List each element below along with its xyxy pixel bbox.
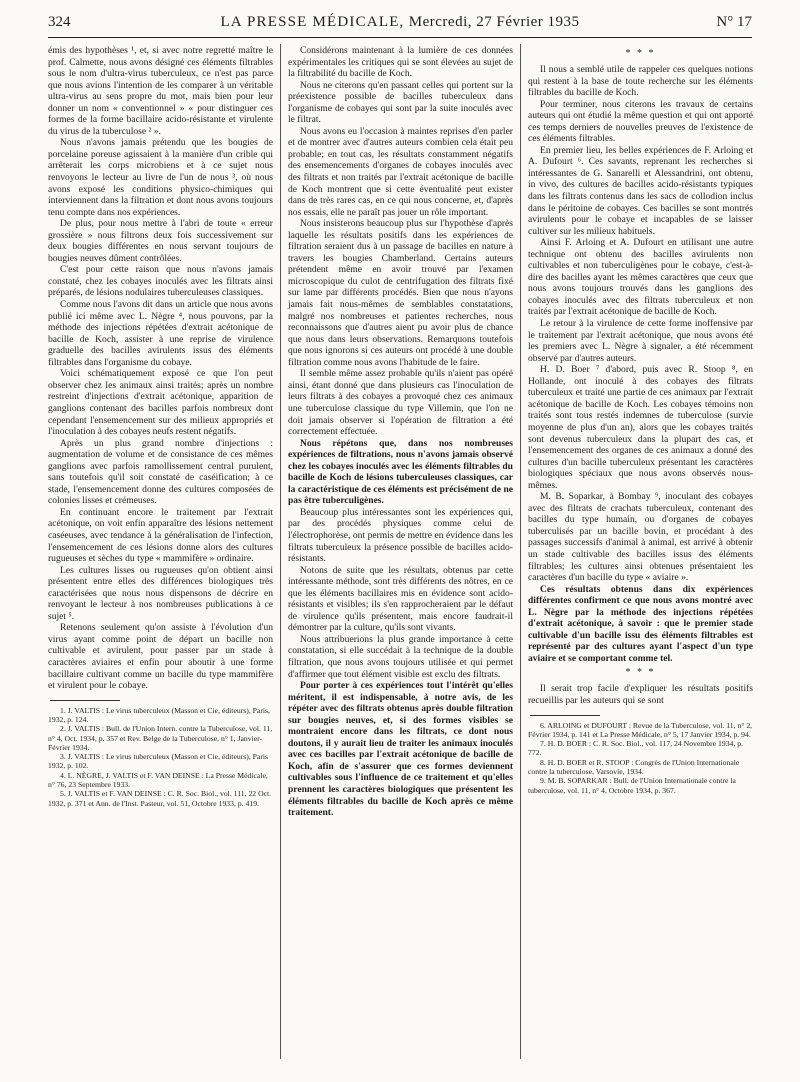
header-rule [48,37,752,38]
paragraph: Pour terminer, nous citerons les travaux de certains auteurs qui ont étudié la même question et qui ont apporté ces temps derniers de nouvelles preuves de l'existence de ces éléments filtrables. [528,98,753,145]
issue-date: Mercredi, 27 Février 1935 [408,14,580,30]
paragraph: En premier lieu, les belles expériences de F. Arloing et A. Dufourt ⁶. Ces savants, reprenant les recherches si intéressantes de G. Sanarelli et Alessandrini, ont obtenu, in vivo, des cultures de bacilles acido-résistants typiques dans les filtrats contenus dans les sacs de collodion inclus dans le péritoine de cobayes. Ces bacilles se sont montrés avirulents pour le cobaye et incapables de se laisser cultiver sur les milieux habituels. [528,144,753,237]
column-divider [280,44,281,1059]
paragraph: Beaucoup plus intéressantes sont les expériences qui, par des procédés physiques comme celui de l'électrophorèse, ont permis de mettre en évidence dans les filtrats tuberculeux la présence possible de bacilles acido-résistants. [288,506,513,565]
footnote-separator [50,700,120,701]
paragraph: Considérons maintenant à la lumière de ces données expérimentales les critiques qui se sont élevées au sujet de la filtrabilité du bacille de Koch. [288,45,513,80]
paragraph: Ces résultats obtenus dans dix expériences différentes confirment ce que nous avons montré avec L. Nègre par la méthode des injections répétées d'extrait acétonique, à savoir : que le premier stade cultivable d'un bacille issu des éléments filtrables est représenté par des cultures ayant l'aspect d'un type aviaire et se comportant comme tel. [528,583,753,664]
footnote-separator [530,715,600,716]
journal-masthead [48,14,752,31]
paragraph: Notons de suite que les résultats, obtenus par cette intéressante méthode, sont très différents des nôtres, en ce que les éléments bacillaires mis en évidence sont acido-résistants et visibles; ils s'en rapprocheraient par le défaut de virulence qu'ils présentent, mais encore faudrait-il démontrer par la culture, qu'ils sont vivants. [288,564,513,634]
column-3 [528,45,753,795]
paragraph: émis des hypothèses ¹, et, si avec notre regretté maître le prof. Calmette, nous avons désigné ces éléments filtrables sous le nom d'ultra-virus tuberculeux, ce n'est pas parce que nous avions l'intention de les comparer à un véritable ultra-virus au sens propre du mot, mais bien pour leur donner un nom « conventionnel » « pour distinguer ces formes de la forme bacillaire acido-résistante et virulente du virus de la tuberculose ² ». [48,45,273,137]
running-header [48,14,752,36]
footnote: 9. M. B. SOPARKAR : Bull. de l'Union Internationale contre la tuberculose, vol. 11, n° 4, Octobre 1934, p. 367. [528,776,736,795]
issue-number: N° 17 [716,14,752,30]
footnote: 5. J. VALTIS et F. VAN DEINSE : C. R. Soc. Biol., vol. 111, 22 Oct. 1932, p. 371 et Ann. de l'Inst. Pasteur, vol. 51, Octobre 1933, p. 419. [48,789,272,808]
section-break-stars: * * * [625,667,656,679]
section-break-stars: * * * [625,48,656,59]
paragraph: Retenons seulement qu'on assiste à l'évolution d'un virus ayant comme point de départ un bacille non cultivable et avirulent, pour passer par un stade à caractères aviaires et enfin pour aboutir à une forme bacillaire cultivant comme un bacille du type mammifère et virulent pour le cobaye. [48,622,273,692]
page-number: 324 [48,14,71,30]
paragraph: Le retour à la virulence de cette forme inoffensive par le traitement par l'extrait acétonique, que nous avons été les premiers avec L. Nègre à signaler, a été récemment observé par d'autres auteurs. [528,318,753,364]
paragraph: Ainsi F. Arloing et A. Dufourt en utilisant une autre technique ont obtenu des bacilles avirulents non cultivables et non tuberculigènes pour le cobaye, c'est-à-dire des bacilles ayant les mêmes caractères que ceux que nous avons toujours trouvés dans les ganglions des cobayes inoculés avec des filtrats tuberculeux et non traités par l'extrait acétonique de bacille de Koch. [528,237,753,318]
paragraph: M. B. Soparkar, à Bombay ⁹, inoculant des cobayes avec des filtrats de crachats tuberculeux, contenant des bacilles du type humain, ou d'organes de cobayes tuberculisés par un bacille bovin, et procédant à des passages successifs d'animal à animal, est arrivé à obtenir un stade cultivable des bacilles issus des éléments filtrables; les cultures ainsi obtenues présentaient les caractères d'un bacille du type « aviaire ». [528,491,753,584]
paragraph: Pour porter à ces expériences tout l'intérêt qu'elles méritent, il est indispensable, à notre avis, de les répéter avec des filtrats obtenus après double filtration sur bougies neuves, et, si des formes visibles se montraient encore dans les filtrats, ce dont nous doutons, il y aurait lieu de traiter les animaux inoculés avec ces bacilles par l'extrait acétonique de bacille de Koch, afin de s'assurer que ces formes deviennent cultivables sous l'influence de ce traitement et qu'elles prennent les caractères biologiques que présentent les éléments filtrables du bacille de Koch après ce même traitement. [288,680,513,819]
footnote: 7. H. D. BOER : C. R. Soc. Biol., vol. 117, 24 Novembre 1934, p. 772. [528,739,744,758]
paragraph: Voici schématiquement exposé ce que l'on peut observer chez les animaux ainsi traités; après un nombre restreint d'injections d'extrait acétonique, apparition de ganglions contenant des bacilles parfois nombreux dont cependant l'ensemencement sur des milieux appropriés et l'inoculation à des cobayes neufs restent négatifs. [48,368,273,438]
column-divider [520,44,521,1059]
paragraph: Nous attribuerions la plus grande importance à cette constatation, si elle succédait à la technique de la double filtration, que nous avons toujours utilisée et qui permet d'affirmer que tout élément visible est exclu des filtrats. [288,633,513,680]
paragraph: Nous avons eu l'occasion à maintes reprises d'en parler et de montrer avec d'autres auteurs combien cela était peu probable; en tout cas, les résultats constamment négatifs des ensemencements d'organes de cobayes inoculés avec des filtrats et non traités par l'extrait acétonique de bacille de Koch montrent que si cette éventualité peut exister dans de très rares cas, en ce qui nous concerne, et, d'après nos essais, elle ne paraît pas jouer un rôle important. [288,125,513,218]
paragraph: H. D. Boer ⁷ d'abord, puis avec R. Stoop ⁸, en Hollande, ont inoculé à des cobayes des filtrats tuberculeux et traité une partie de ces animaux par l'extrait acétonique de bacille de Koch. Les cobayes témoins non traités sont tous restés indemnes de tuberculose (survie moyenne de plus d'un an), alors que les cobayes traités sont devenus tuberculeux dans la plupart des cas, et l'ensemencement des organes de ces animaux a donné des cultures d'un bacille tuberculeux présentant les caractères biologiques spéciaux que nous avons observés nous-mêmes. [528,364,753,491]
paragraph: Nous répétons que, dans nos nombreuses expériences de filtrations, nous n'avons jamais observé chez les cobayes inoculés avec les éléments filtrables du bacille de Koch de lésions tuberculeuses classiques, car la caractéristique de ces éléments est précisément de ne pas être tuberculigènes. [288,437,513,507]
paragraph: Il nous a semblé utile de rappeler ces quelques notions qui restent à la base de toute recherche sur les éléments filtrables du bacille de Koch. [528,64,753,99]
column-1 [48,45,273,808]
paragraph: Les cultures lisses ou rugueuses qu'on obtient ainsi présentent entre elles des différences biologiques très caractérisées que nous nous dispensons de décrire en renvoyant le lecteur à nos nombreuses publications à ce sujet ⁵. [48,564,273,622]
paragraph: Nous insisterons beaucoup plus sur l'hypothèse d'après laquelle les résultats positifs dans les expériences de filtration seraient dus à un passage de bacilles en nature à travers les bougies Chamberland. Certains auteurs prétendent même en avoir trouvé par l'examen microscopique du culot de centrifugation des filtrats fixé sur lame par différents procédés. Bien que nous n'ayons jamais fait nous-mêmes de semblables constatations, malgré nos nombreuses et patientes recherches, nous reconnaissons que d'autres aient pu avoir plus de chance que nous dans leurs observations. Remarquons toutefois que nous ignorons si ces auteurs ont procédé à une double filtration comme nous avons l'habitude de le faire. [288,218,513,368]
paragraph: Après un plus grand nombre d'injections : augmentation de volume et de consistance de ces mêmes ganglions avec parfois ramollissement central purulent, sans toutefois qu'il soit constaté de caséification; à ce stade, l'ensemencement donne des cultures composées de colonies lisses et crémeuses. [48,437,273,507]
paragraph: En continuant encore le traitement par l'extrait acétonique, on voit enfin apparaître des lésions nettement caséeuses, avec tendance à la généralisation de l'infection, l'ensemencement de ces lésions donne alors des cultures rugueuses et sèches du type « mammifère » ordinaire. [48,506,273,565]
footnote: 2. J. VALTIS : Bull. de l'Union Intern. contre la Tuberculose, vol. 11, n° 4, Oct. 1934, p. 357 et Rev. Belge de la Tuberculose, n° 1, Janvier-Février 1934. [48,724,273,752]
paragraph: De plus, pour nous mettre à l'abri de toute « erreur grossière » nous filtrons deux fois successivement sur deux bougies différentes en nous servant toujours de bougies neuves dûment contrôlées. [48,218,273,264]
paragraph: Nous n'avons jamais prétendu que les bougies de porcelaine poreuse agissaient à la manière d'un crible qui arrêterait les corps microbiens et à ce sujet nous renvoyons le lecteur au livre de l'un de nous ³, où nous avons exposé les conditions physico-chimiques qui interviennent dans la filtration et dont nous avons toujours tenu compte dans nos expériences. [48,137,273,218]
paragraph: Il semble même assez probable qu'ils n'aient pas opéré ainsi, étant donné que dans plusieurs cas l'inoculation de leurs filtrats à des cobayes a provoqué chez ces animaux une tuberculose classique du type Villemin, que l'on ne doit jamais observer si l'opération de filtration a été correctement effectuée. [288,368,513,438]
footnote: 3. J. VALTIS : Le virus tuberculeux (Masson et Cie, éditeurs), Paris 1932, p. 102. [48,752,269,771]
column-2 [288,45,513,819]
paragraph: C'est pour cette raison que nous n'avons jamais constaté, chez les cobayes inoculés avec les filtrats ainsi préparés, de lésions nodulaires tuberculeuses classiques. [48,264,273,299]
footnote: 4. L. NÈGRE, J. VALTIS et F. VAN DEINSE : La Presse Médicale, n° 76, 23 Septembre 1933. [48,770,268,789]
paragraph: Comme nous l'avons dit dans un article que nous avons publié ici même avec L. Nègre ⁴, nous pouvons, par la méthode des injections répétées d'extrait acétonique de bacille de Koch, assister à une reprise de virulence graduelle des bacilles avirulents issus des éléments filtrables dans l'organisme du cobaye. [48,299,273,368]
journal-title: LA PRESSE MÉDICALE, [220,14,405,30]
paragraph: Nous ne citerons qu'en passant celles qui portent sur la préexistence possible de bacilles tuberculeux dans l'organisme de cobayes qui sont par la suite inoculés avec le filtrat. [288,79,513,126]
footnote: 6. ARLOING et DUFOURT : Revue de la Tuberculose, vol. 11, n° 2, Février 1934, p. 141 et La Presse Médicale, n° 5, 17 Janvier 1934, p. 94. [528,720,753,739]
footnote: 1. J. VALTIS : Le virus tuberculeux (Masson et Cie, éditeurs), Paris, 1932, p. 124. [48,705,270,724]
paragraph: Il serait trop facile d'expliquer les résultats positifs recueillis par les auteurs qui se sont [528,683,753,706]
footnote: 8. H. D. BOER et R. STOOP : Congrès de l'Union Internationale contre la tuberculose, Varsovie, 1934. [528,757,740,777]
